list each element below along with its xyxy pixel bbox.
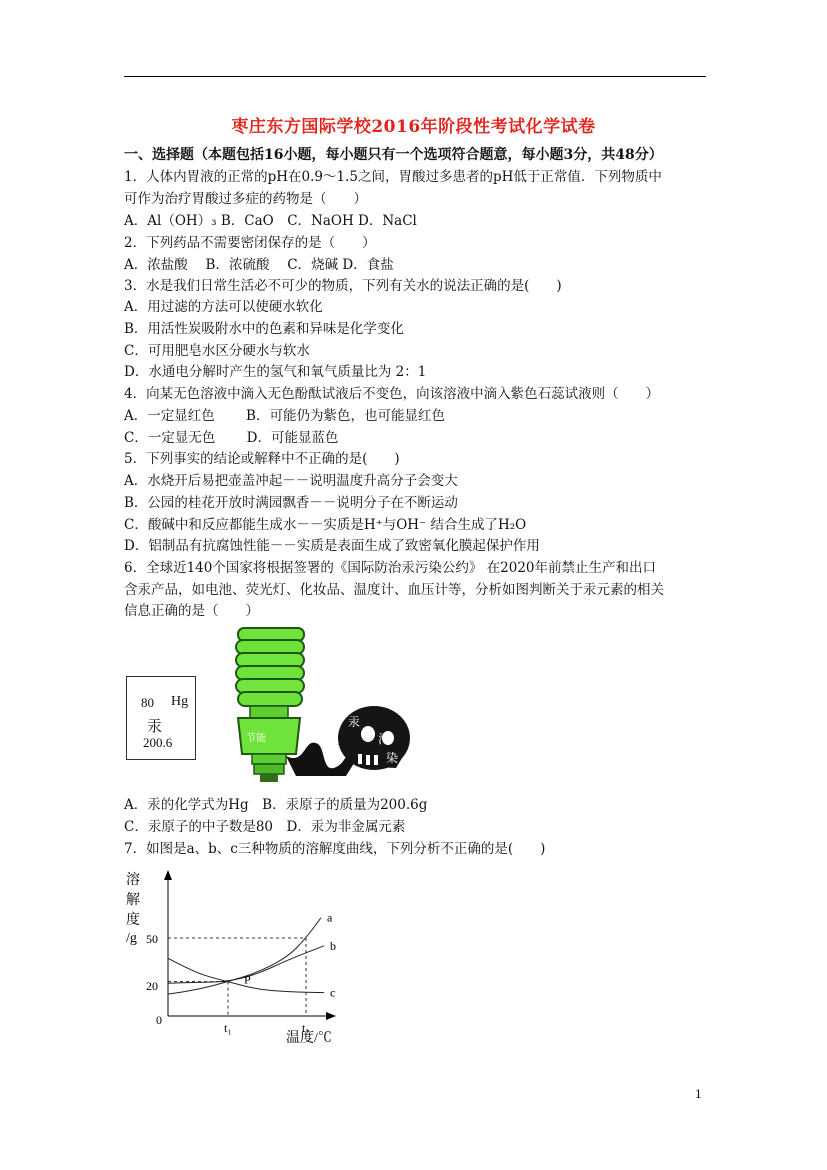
mercury-element-card bbox=[126, 676, 196, 760]
q2-stem: 2．下列药品不需要密闭保存的是（ ） bbox=[124, 235, 376, 251]
element-name: 汞 bbox=[147, 719, 163, 735]
xtick-label-t2: t₂ bbox=[302, 1021, 310, 1035]
exam-title: 枣庄东方国际学校2016年阶段性考试化学试卷 bbox=[231, 117, 596, 137]
skull-label-3: 染 bbox=[386, 751, 399, 765]
q5-option-a: A．水烧开后易把壶盖冲起－－说明温度升高分子会变大 bbox=[124, 473, 458, 489]
q6-line2: 含汞产品，如电池、荧光灯、化妆品、温度计、血压计等，分析如图判断关于汞元素的相关 bbox=[124, 582, 664, 598]
solubility-curve-chart bbox=[120, 866, 350, 1050]
xtick-label-t1: t₁ bbox=[224, 1021, 232, 1035]
x-axis-arrow-icon bbox=[326, 1012, 336, 1020]
q3-option-a: A．用过滤的方法可以使硬水软化 bbox=[124, 299, 323, 315]
q4-stem: 4．向某无色溶液中滴入无色酚酞试液后不变色，向该溶液中滴入紫色石蕊试液则（ ） bbox=[124, 386, 660, 402]
curve-label-a: a bbox=[327, 910, 333, 925]
cfl-bulb-pollution-illustration bbox=[226, 626, 416, 786]
atomic-mass: 200.6 bbox=[143, 735, 173, 750]
skull-label-1: 汞 bbox=[348, 715, 361, 729]
q2-options: A．浓盐酸 B．浓硫酸 C．烧碱 D．食盐 bbox=[124, 257, 394, 273]
ylabel-char-4: /g bbox=[126, 931, 137, 946]
bulb-label: 节能 bbox=[246, 733, 266, 744]
ylabel-char-3: 度 bbox=[126, 913, 140, 928]
q1-options: A．Al（OH）₃ B．CaO C．NaOH D．NaCl bbox=[124, 213, 417, 229]
q6-line3: 信息正确的是（ ） bbox=[124, 603, 259, 619]
q3-option-d: D．水通电分解时产生的氢气和氧气质量比为 2：1 bbox=[124, 364, 427, 380]
x-axis-label: 温度/℃ bbox=[286, 1031, 332, 1046]
origin-label: 0 bbox=[156, 1013, 162, 1027]
q3-stem: 3．水是我们日常生活必不可少的物质，下列有关水的说法正确的是( ) bbox=[124, 278, 562, 294]
q4-options-cd: C．一定显无色 D．可能显蓝色 bbox=[124, 430, 339, 446]
q5-option-c: C．酸碱中和反应都能生成水－－实质是H⁺与OH⁻ 结合生成了H₂O bbox=[124, 517, 527, 533]
curve-label-b: b bbox=[330, 938, 336, 953]
page-number: 1 bbox=[695, 1088, 702, 1101]
ytick-label-20: 20 bbox=[146, 978, 158, 993]
q7-stem: 7．如图是a、b、c三种物质的溶解度曲线，下列分析不正确的是( ) bbox=[124, 841, 546, 857]
ytick-label-50: 50 bbox=[146, 932, 158, 946]
q6-options-ab: A．汞的化学式为Hg B．汞原子的质量为200.6g bbox=[124, 797, 428, 813]
q3-option-c: C．可用肥皂水区分硬水与软水 bbox=[124, 343, 310, 359]
section-heading: 一、选择题（本题包括16小题，每小题只有一个选项符合题意，每小题3分，共48分） bbox=[124, 147, 663, 163]
ylabel-char-2: 解 bbox=[126, 893, 140, 908]
q5-stem: 5．下列事实的结论或解释中不正确的是( ) bbox=[124, 451, 400, 467]
atomic-number: 80 bbox=[141, 695, 154, 710]
curve-label-c: c bbox=[330, 985, 336, 1000]
q3-option-b: B．用活性炭吸附水中的色素和异味是化学变化 bbox=[124, 321, 404, 337]
skull-label-2: 污 bbox=[378, 732, 391, 746]
header-rule bbox=[124, 76, 706, 77]
element-symbol: Hg bbox=[171, 694, 189, 709]
q1-line2: 可作为治疗胃酸过多症的药物是（ ） bbox=[124, 191, 367, 207]
q6-line1: 6．全球近140个国家将根据签署的《国际防治汞污染公约》 在2020年前禁止生产和出口 bbox=[124, 560, 657, 576]
y-axis-arrow-icon bbox=[164, 870, 172, 880]
q4-options-ab: A．一定显红色 B．可能仍为紫色，也可能显红色 bbox=[124, 408, 445, 424]
q5-option-b: B．公园的桂花开放时满园飘香－－说明分子在不断运动 bbox=[124, 495, 458, 511]
q6-options-cd: C．汞原子的中子数是80 D．汞为非金属元素 bbox=[124, 819, 406, 835]
q1-line1: 1．人体内胃液的正常的pH在0.9～1.5之间，胃酸过多患者的pH低于正常值．下列物质中 bbox=[124, 169, 662, 185]
point-p-label: P bbox=[244, 972, 251, 987]
q5-option-d: D．铝制品有抗腐蚀性能－－实质是表面生成了致密氧化膜起保护作用 bbox=[124, 538, 540, 554]
ylabel-char-1: 溶 bbox=[126, 873, 140, 888]
skull-smoke-icon bbox=[286, 706, 410, 776]
